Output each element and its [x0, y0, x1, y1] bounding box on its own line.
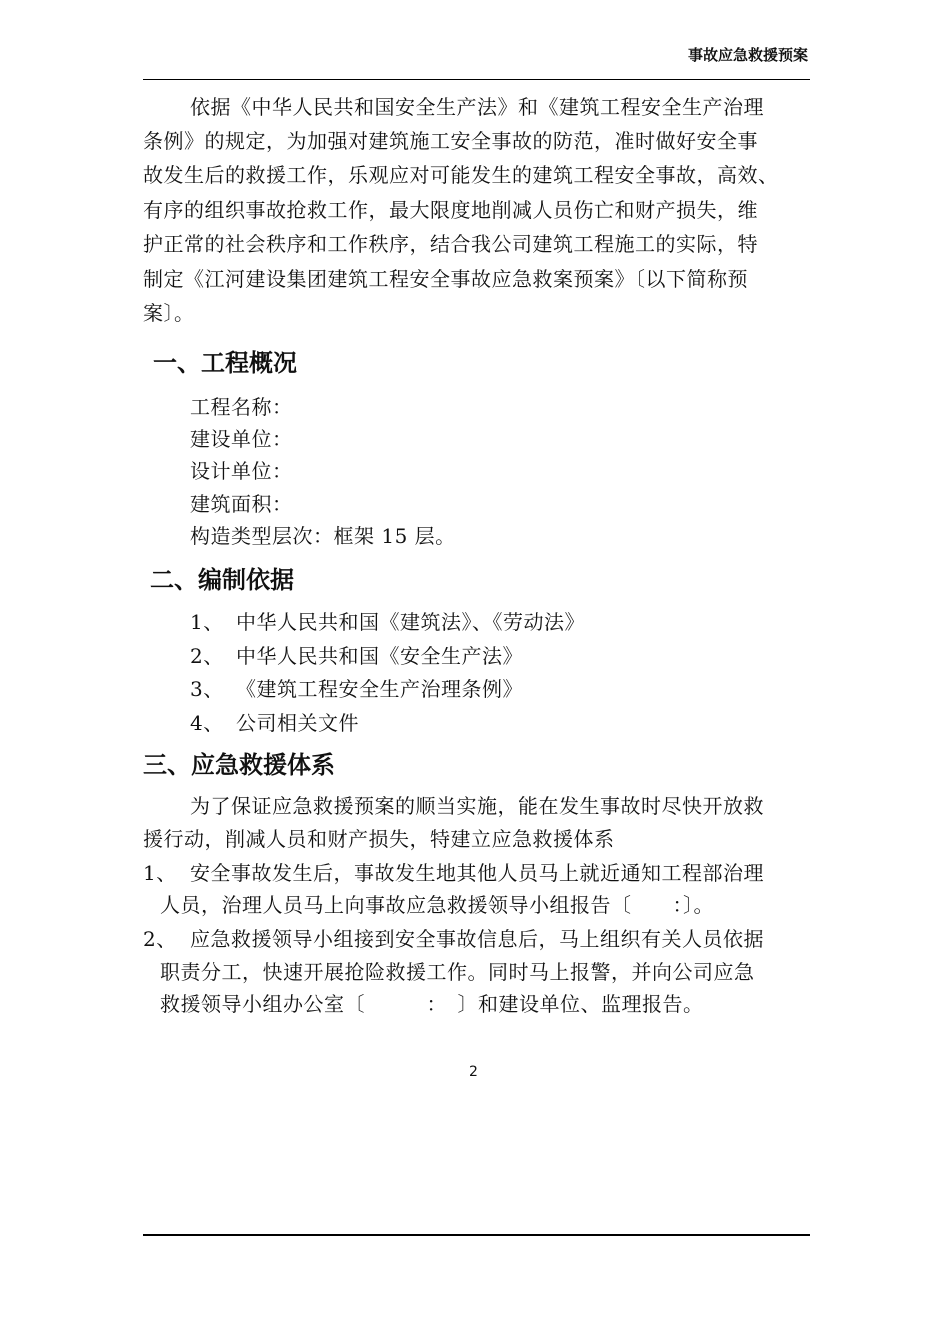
page-number: 2 — [469, 1064, 478, 1080]
list-item-number: 2、 — [190, 644, 224, 668]
list-item-line: 人员，治理人员马上向事故应急救援领导小组报告〔 ：〕。 — [160, 893, 714, 917]
list-item-line: 应急救援领导小组接到安全事故信息后，马上组织有关人员依据 — [190, 927, 764, 951]
list-item — [190, 640, 523, 669]
intro-line: 条例》的规定，为加强对建筑施工安全事故的防范，准时做好安全事 — [143, 129, 758, 153]
intro-line: 依据《中华人民共和国安全生产法》和《建筑工程安全生产治理 — [190, 95, 764, 119]
list-item-text: 公司相关文件 — [236, 711, 359, 735]
project-field: 工程名称： — [190, 395, 293, 419]
intro-line: 案〕。 — [143, 301, 195, 325]
intro-line: 有序的组织事故抢救工作，最大限度地削减人员伤亡和财产损失，维 — [143, 198, 758, 222]
section3-heading: 三、应急救援体系 — [143, 751, 335, 779]
list-item-line: 职责分工，快速开展抢险救援工作。同时马上报警，并向公司应急 — [160, 960, 755, 984]
intro-line: 故发生后的救援工作，乐观应对可能发生的建筑工程安全事故，高效、 — [143, 163, 779, 187]
list-item-line: 救援领导小组办公室〔 ： 〕和建设单位、监理报告。 — [160, 992, 704, 1016]
list-item-number: 1、 — [190, 610, 224, 634]
list-item-number: 4、 — [190, 711, 224, 735]
list-item — [190, 707, 359, 736]
header-rule — [143, 79, 810, 80]
list-item-number: 3、 — [190, 677, 224, 701]
project-field: 构造类型层次：框架 15 层。 — [190, 524, 456, 548]
project-field: 设计单位： — [190, 459, 293, 483]
list-item-text: 中华人民共和国《安全生产法》 — [236, 644, 523, 668]
section3-intro-line: 为了保证应急救援预案的顺当实施，能在发生事故时尽快开放救 — [190, 794, 764, 818]
list-item — [190, 606, 585, 635]
section3-intro-line: 援行动，削减人员和财产损失，特建立应急救援体系 — [143, 827, 615, 851]
list-item-number: 2、 — [143, 927, 177, 951]
list-item-text: 《建筑工程安全生产治理条例》 — [236, 677, 523, 701]
project-field: 建设单位： — [190, 427, 293, 451]
footer-rule — [143, 1234, 810, 1236]
section1-heading: 一、工程概况 — [153, 349, 297, 377]
section2-heading: 二、编制依据 — [150, 566, 294, 594]
list-item — [190, 673, 523, 702]
list-item-text: 中华人民共和国《建筑法》、《劳动法》 — [236, 610, 585, 634]
header-title: 事故应急救援预案 — [687, 46, 808, 64]
list-item-number: 1、 — [143, 861, 177, 885]
intro-line: 护正常的社会秩序和工作秩序，结合我公司建筑工程施工的实际，特 — [143, 232, 758, 256]
list-item-line: 安全事故发生后，事故发生地其他人员马上就近通知工程部治理 — [190, 861, 764, 885]
project-field: 建筑面积： — [190, 492, 293, 516]
intro-line: 制定《江河建设集团建筑工程安全事故应急救案预案》〔以下简称预 — [143, 267, 748, 291]
